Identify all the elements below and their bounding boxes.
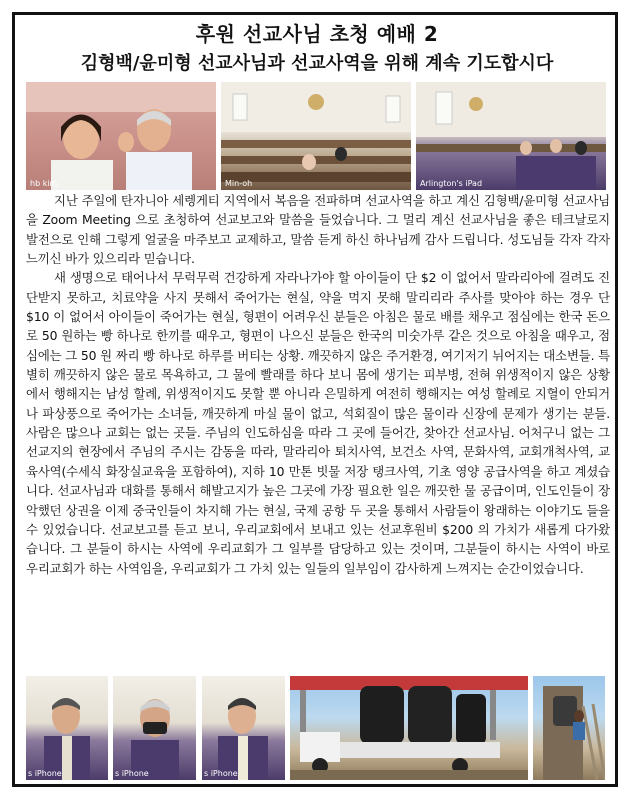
paragraph-2: 새 생명으로 태어나서 무럭무럭 건강하게 자라나가야 할 아이들이 단 $2 이 없어서 말라리아에 걸려도 진단받지 못하고, 치료약을 사지 못해서 죽어가는 현실, 약을 먹지 못해 말리리라 주사를 맞아야 하는 경우 단 $10 이 없어서 아이들이 죽어가는 현실, 형편이 어려우신 분들은 아침은 물로 배를 채우고 점심에는 한국 돈으로 50 원하는 빵 하나로 한끼를 때우고, 형편이 나으신 분들은 한국의 미숫가루 같은 것으로 아침을 때우고, 점심에는 그 50 원 짜리 빵 하나로 하루를 버티는 상황. 깨끗하지 않은 주거환경, 여기저기 뉘어지는 대소변들. 특별히 깨끗하지 않은 물로 목욕하고, 그 물에 빨래를 하다 보니 몸에 생기는 피부병, 전혀 위생적이지 않은 상황에서 행해지는 남성 할례, 위생적이지도 못할 뿐 아니라 은밀하게 여전히 행해지는 여성 할례로 지혈이 안되거나 파상풍으로 죽어가는 소녀들, 깨끗하게 마실 물이 없고, 석회질이 많은 물이라 신장에 문제가 생기는 분들. 사람은 많으나 교회는 없는 곳들. 주님의 인도하심을 따라 그 곳에 들어간, 찾아간 선교사님. 어처구니 없는 그 선교지의 현장에서 주님의 주시는 감동을 따라, 말라리아 퇴치사역, 보건소 사역, 문화사역, 교회개척사역, 교육사역(수세식 화장실교육을 포함하여), 지하 10 만톤 빗물 저장 탱크사역, 기초 영양 공급사역을 하고 계셨습니다. 선교사님과 대화를 통해서 해발고지가 높은 그곳에 가장 필요한 일은 깨끗한 물 공급이며, 인도인들이 장악했던 상권을 이제 중국인들이 차지해 가는 현실, 국제 공항 두 곳을 통해서 사람들이 왕래하는 이야기도 들을 수 있었습니다. 선교보고를 듣고 보니, 우리교회에서 보내고 있는 선교후원비 $200 의 가치가 새롭게 다가왔습니다. 그 분들이 하시는 사역에 우리교회가 그 일부를 담당하고 있는 것이며, 그분들이 하시는 사역이 바로 우리교회가 하는 사역임을, 우리교회가 그 가치 있는 일들의 일부임이 감사하게 느껴지는 순간이었습니다. <box>26 270 610 576</box>
pastor-1-tag: s iPhone <box>28 769 62 778</box>
photo-tank-ladder <box>533 676 605 780</box>
church-tag-1: Min-oh <box>225 179 253 188</box>
photo-choir <box>416 82 606 190</box>
photo-church-congregation <box>221 82 411 190</box>
pastor-3-tag: s iPhone <box>204 769 238 778</box>
ladder-illustration <box>533 676 605 780</box>
choir-illustration <box>416 82 606 190</box>
zoom-tag-1: hb kim <box>30 179 58 188</box>
photo-pastor-2 <box>113 676 196 780</box>
choir-tag-1: Arlington's iPad <box>420 179 483 188</box>
photo-zoom-missionaries <box>26 82 216 190</box>
page-subtitle: 김형백/윤미형 선교사님과 선교사역을 위해 계속 기도합시다 <box>80 53 554 74</box>
pastor-2-tag: s iPhone <box>115 769 149 778</box>
missionaries-illustration <box>26 82 216 190</box>
church-illustration <box>221 82 411 190</box>
water-tanks-illustration <box>290 676 528 780</box>
paragraph-1: 지난 주일에 탄자니아 세렝게티 지역에서 복음을 전파하며 선교사역을 하고 계신 김형백/윤미형 선교사님을 Zoom Meeting 으로 초청하여 선교보고와 말씀을 들었습니다. 그 멀리 계신 선교사님을 좋은 테크날로지 발전으로 인해 그렇게 얼굴을 마주보고 교제하고, 말씀 듣게 하신 하나님께 감사 드립니다. 성도님들 각자 각자 느끼신 바가 있으리라 믿습니다. <box>26 193 610 267</box>
photo-pastor-1 <box>26 676 108 780</box>
photo-water-tanks-truck <box>290 676 528 780</box>
article-body <box>26 191 610 578</box>
page-title: 후원 선교사님 초청 예배 2 <box>195 22 439 46</box>
pastor-3-illustration <box>202 676 285 780</box>
pastor-2-illustration <box>113 676 196 780</box>
photo-pastor-3 <box>202 676 285 780</box>
pastor-1-illustration <box>26 676 108 780</box>
